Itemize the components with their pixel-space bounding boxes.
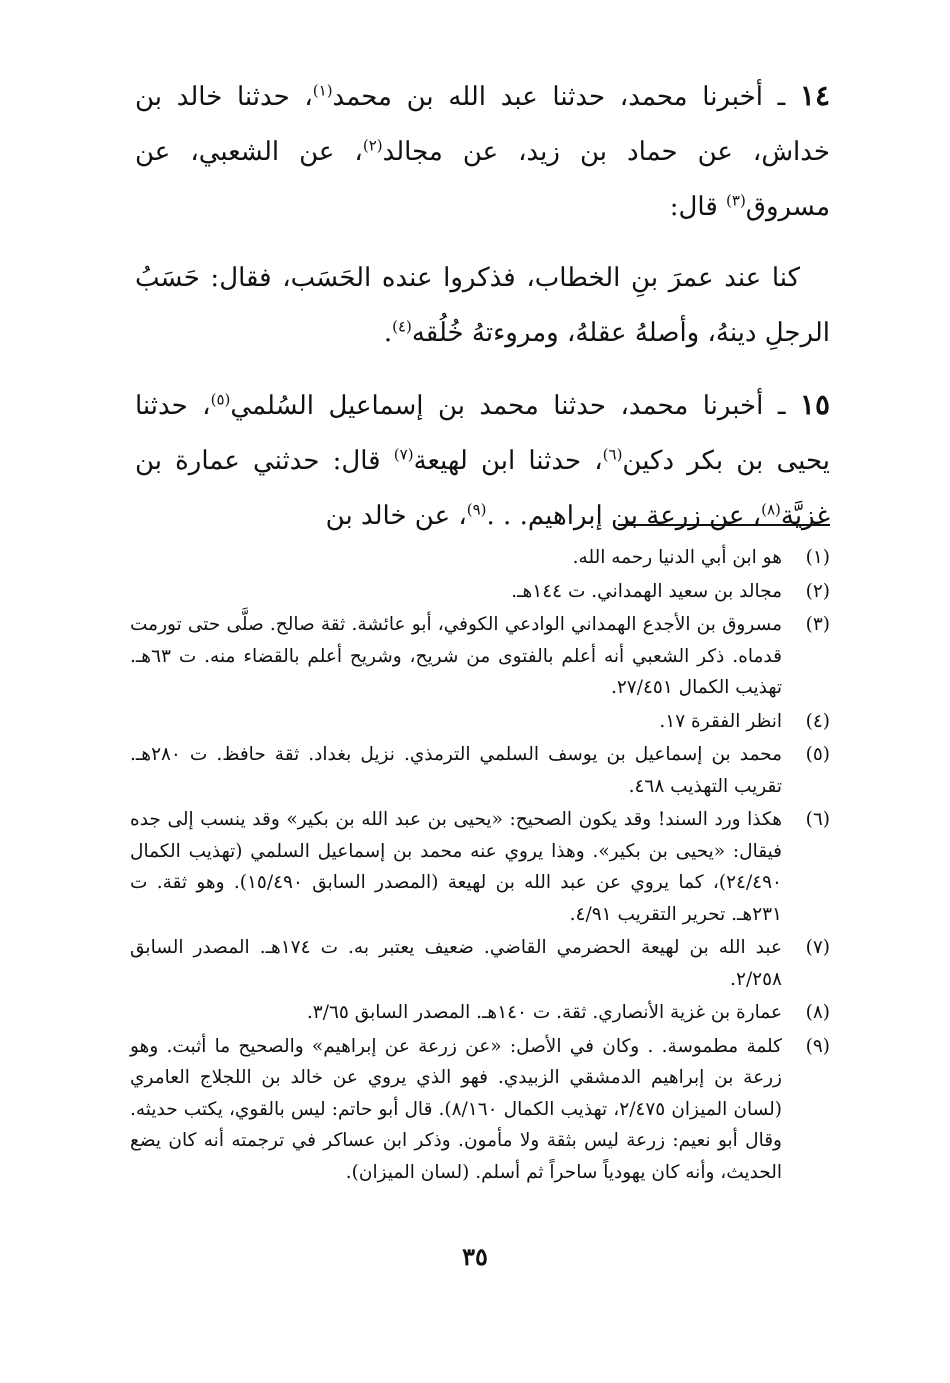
footnote-number: (٥) (805, 744, 830, 765)
footnote-8 (130, 997, 830, 1029)
footnote-ref-5[interactable]: (٥) (210, 390, 231, 409)
footnote-2 (130, 576, 830, 608)
main-text (135, 68, 830, 560)
footnote-text: كلمة مطموسة. . وكان في الأصل: «عن زرعة عن إبراهيم» والصحيح ما أثبت. وهو زرعة بن إبراهيم الدمشقي الزبيدي. فهو الذي يروي عن خالد بن اللجلاج العامري (لسان الميزان ٢/٤٧٥، تهذيب الكمال ٨/١٦٠). قال أبو حاتم: ليس بالقوي، يكتب حديثه. وقال أبو نعيم: زرعة ليس بثقة ولا مأمون. وذكر ابن عساكر في ترجمته أنه كان يضع الحديث، وأنه كان يهودياً ساحراً ثم أسلم. (لسان الميزان). (130, 1035, 782, 1183)
footnote-ref-2[interactable]: (٢) (362, 136, 383, 155)
entry-separator: ـ (763, 391, 800, 421)
footnotes (130, 542, 830, 1190)
entry-number-14: ١٤ (799, 79, 830, 112)
paragraph-text: أخبرنا محمد، حدثنا محمد بن إسماعيل السُلمي (230, 391, 764, 421)
paragraph-15 (135, 377, 830, 544)
footnote-ref-9[interactable]: (٩) (466, 500, 487, 519)
footnote-text: عمارة بن غزية الأنصاري. ثقة. ت ١٤٠هـ. المصدر السابق ٣/٦٥. (306, 1002, 782, 1023)
footnote-6 (130, 804, 830, 930)
footnote-number: (٩) (805, 1035, 830, 1057)
footnote-number: (٦) (805, 809, 830, 830)
footnote-text: مجالد بن سعيد الهمداني. ت ١٤٤هـ. (511, 580, 782, 602)
paragraph-text: ، عن الشعبي، عن مسروق (135, 137, 830, 222)
paragraph-text: ، حدثنا يحيى بن بكر دكين (135, 391, 830, 476)
paragraph-14 (135, 68, 830, 235)
paragraph-text: . (383, 318, 393, 348)
paragraph-text: كنا عند عمرَ بنِ الخطاب، فذكروا عنده الحَسَب، فقال: حَسَبُ الرجلِ دينهُ، وأصلهُ عقلهُ، ومروءتهُ خُلُقه (135, 263, 830, 348)
footnote-number: (٢) (805, 580, 830, 602)
footnote-divider (618, 524, 830, 526)
footnote-4 (130, 706, 830, 738)
footnote-number: (٤) (805, 710, 830, 732)
entry-separator: ـ (762, 82, 800, 112)
footnote-text: عبد الله بن لهيعة الحضرمي القاضي. ضعيف يعتبر به. ت ١٧٤هـ. المصدر السابق ٢/٢٥٨. (130, 937, 782, 990)
paragraph-quote (135, 251, 830, 361)
paragraph-text: ، عن خالد بن (325, 501, 467, 531)
footnote-text: هكذا ورد السند! وقد يكون الصحيح: «يحيى بن عبد الله بن بكير» وقد ينسب إلى جده فيقال: «يحيى بن بكير». وهذا يروي عنه محمد بن إسماعيل السلمي (تهذيب الكمال ٢٤/٤٩٠)، كما يروي عن عبد الله بن لهيعة (المصدر السابق ١٥/٤٩٠). وهو ثقة. ت ٢٣١هـ. تحرير التقريب ٤/٩١. (130, 809, 782, 925)
page-number: ٣٥ (462, 1242, 488, 1271)
footnote-ref-6[interactable]: (٦) (602, 445, 623, 464)
footnote-number: (٧) (805, 937, 830, 958)
paragraph-text: قال: (669, 192, 727, 222)
footnote-text: مسروق بن الأجدع الهمداني الوادعي الكوفي، أبو عائشة. ثقة صالح. صلَّى حتى تورمت قدماه. ذكر الشعبي أنه أعلم بالفتوى من شريح، وشريح أعلم بالقضاء منه. ت ٦٣هـ. تهذيب الكمال ٢٧/٤٥١. (130, 614, 782, 698)
footnote-ref-3[interactable]: (٣) (726, 191, 746, 210)
paragraph-text: ، حدثنا ابن لهيعة (413, 446, 603, 476)
footnote-9 (130, 1031, 830, 1189)
footnote-number: (٣) (805, 614, 830, 635)
paragraph-text: ، حدثنا خالد بن خداش، عن حماد بن زيد، عن مجالد (135, 82, 831, 167)
paragraph-text: أخبرنا محمد، حدثنا عبد الله بن محمد (332, 82, 763, 112)
footnote-1 (130, 542, 830, 574)
footnote-text: انظر الفقرة ١٧. (659, 710, 782, 732)
footnote-text: محمد بن إسماعيل بن يوسف السلمي الترمذي. نزيل بغداد. ثقة حافظ. ت ٢٨٠هـ. تقريب التهذيب ٤٦٨. (130, 744, 782, 797)
entry-number-15: ١٥ (799, 388, 830, 421)
paragraph-text: ، عن زرعة بن إبراهيم. . . (486, 501, 762, 531)
paragraph-text: قال: حدثني عمارة بن غزيَّة (135, 446, 830, 531)
footnote-text: هو ابن أبي الدنيا رحمه الله. (572, 547, 782, 568)
footnote-ref-8[interactable]: (٨) (761, 500, 781, 519)
footnote-ref-1[interactable]: (١) (312, 81, 333, 100)
footnote-ref-4[interactable]: (٤) (392, 317, 412, 336)
footnote-7 (130, 932, 830, 995)
footnote-ref-7[interactable]: (٧) (393, 445, 414, 464)
footnote-3 (130, 609, 830, 704)
footnote-5 (130, 739, 830, 802)
footnote-number: (١) (805, 547, 830, 568)
footnote-number: (٨) (805, 1002, 830, 1023)
